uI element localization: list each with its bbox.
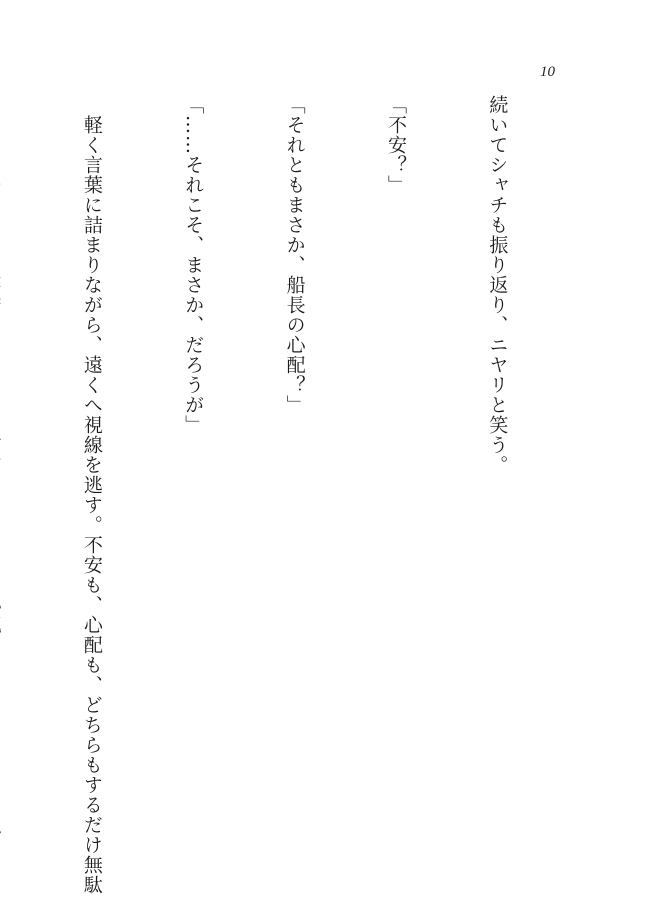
text-line: 「それともまさか、船長の心配？」 [283,95,306,415]
text-line: 「……それこそ、まさか、だろうが」 [182,95,205,435]
text-line: 軽く言葉に詰まりながら、遠くへ視線を逃す。不安も、心配も、どちらもするだけ無駄 [80,95,103,895]
text-line: 続いてシャチも振り返り、ニヤリと笑う。 [486,95,509,475]
text-line: 「不安？」 [385,95,408,195]
page-number: 10 [540,64,555,80]
text-line [0,95,6,865]
vertical-text-block [0,95,581,895]
